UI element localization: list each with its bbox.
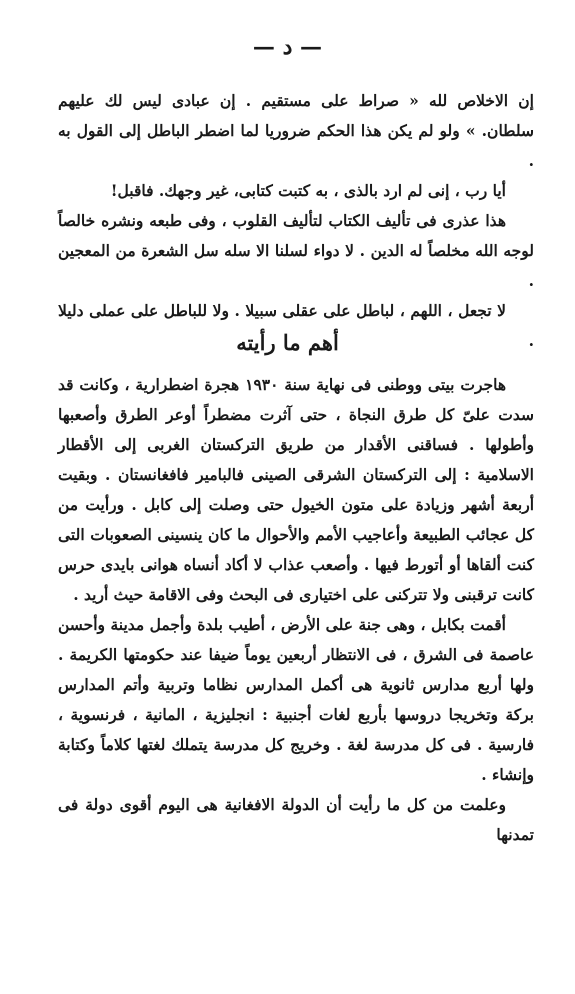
paragraph: هاجرت بيتى ووطنى فى نهاية سنة ١٩٣٠ هجرة اضطرارية ، وكانت قد سدت علىّ كل طرق النجاة ، حتى آثرت مضطراً أوعر الطرق وأصعبها وأطولها . فساقنى الأقدار من طريق التركستان الغربى إلى الأقطار الاسلامية : إلى التركستان الشرقى الصينى فالبامير فافغانستان . وبقيت أربعة أشهر وزيادة على متون الخيول حتى وصلت إلى كابل . ورأيت من كل عجائب الطبيعة وأعاجيب الأمم والأحوال ما كان ينسينى الصعوبات التى كنت ألقاها أو أتورط فيها . وأصعب عذاب لا أكاد أنساه هوانى بايدى حرس كانت ترقبنى ولا تتركنى على اختيارى فى البحث وفى الاقامة حيث أريد . (58, 375, 534, 604)
paragraph: وعلمت من كل ما رأيت أن الدولة الافغانية هى اليوم أقوى دولة فى تمدنها (58, 795, 534, 844)
paragraph: أيا رب ، إنى لم ارد بالذى ، به كتبت كتابى، غير وجهك. فاقبل! (110, 181, 506, 200)
section-heading: أهم ما رأيته (236, 330, 339, 355)
body-text-block (58, 370, 534, 850)
paragraph: هذا عذرى فى تأليف الكتاب لتأليف القلوب ، وفى طبعه ونشره خالصاً لوجه الله مخلصاً له الدين . لا دواء لسلنا الا سله سل الشعرة من المعجين . (58, 211, 534, 290)
paragraph: لا تجعل ، اللهم ، لباطل على عقلى سبيلا . ولا للباطل على عملى دليلا . (58, 301, 534, 350)
intro-text-block (58, 86, 534, 356)
page-number: — د — (252, 34, 323, 60)
paragraph: أقمت بكابل ، وهى جنة على الأرض ، أطيب بلدة وأجمل مدينة وأحسن عاصمة فى الشرق ، فى الانتظار أربعين يوماً ضيفا عند حكومتها الكريمة . ولها أربع مدارس ثانوية هى أكمل المدارس نظاما وتربية وأتم المدارس بركة وتخريجا دروسها بأربع لغات أجنبية : انجليزية ، المانية ، فرنسوية ، فارسية . فى كل مدرسة لغة . وخريج كل مدرسة يتملك لغتها كلاماً وكتابة وإنشاء . (58, 615, 534, 784)
paragraph: إن الاخلاص لله « صراط على مستقيم . إن عبادى ليس لك عليهم سلطان. » ولو لم يكن هذا الحكم ضروريا لما اضطر الباطل إلى القول به . (58, 91, 534, 170)
